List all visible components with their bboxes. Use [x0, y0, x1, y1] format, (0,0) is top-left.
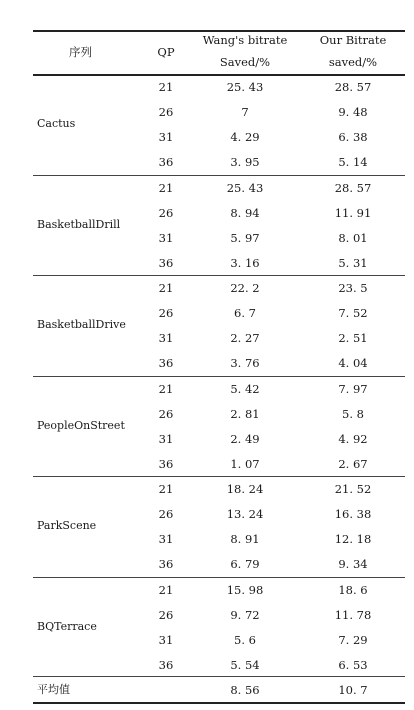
our-bitrate-cell: 23. 5: [338, 281, 368, 295]
qp-cell: 31: [158, 230, 174, 245]
our-bitrate-cell: 11. 78: [334, 607, 372, 622]
our-bitrate-cell: 8. 01: [338, 230, 368, 245]
wang-bitrate-cell: 9. 72: [230, 607, 260, 622]
header-ours-line2: saved/%: [328, 55, 378, 69]
wang-bitrate-cell: 2. 81: [230, 406, 260, 421]
qp-cell: 21: [158, 180, 174, 195]
qp-cell: 36: [158, 356, 174, 370]
our-bitrate-cell: 7. 52: [338, 306, 368, 320]
our-bitrate-cell: 5. 14: [338, 155, 368, 169]
our-bitrate-cell: 6. 38: [338, 130, 368, 144]
qp-cell: 31: [158, 632, 174, 647]
wang-bitrate-cell: 8. 91: [230, 532, 260, 546]
average-rule: [33, 676, 405, 677]
wang-bitrate-cell: 5. 54: [230, 657, 260, 672]
qp-cell: 36: [158, 657, 174, 672]
wang-bitrate-cell: 2. 49: [230, 431, 260, 446]
qp-cell: 36: [158, 255, 174, 270]
average-ours-value: 10. 7: [338, 683, 368, 697]
header-wang-line2: Saved/%: [219, 55, 271, 69]
our-bitrate-cell: 2. 51: [338, 331, 368, 345]
qp-cell: 31: [158, 331, 174, 345]
wang-bitrate-cell: 22. 2: [230, 281, 260, 295]
sequence-name: BasketballDrill: [37, 217, 121, 231]
wang-bitrate-cell: 3. 95: [230, 155, 260, 169]
sequence-name: PeopleOnStreet: [37, 418, 125, 432]
sequence-name: BasketballDrive: [37, 318, 126, 331]
qp-cell: 21: [158, 482, 174, 496]
wang-bitrate-cell: 5. 6: [234, 632, 256, 647]
our-bitrate-cell: 9. 48: [338, 105, 368, 119]
qp-cell: 21: [158, 281, 174, 295]
our-bitrate-cell: 5. 31: [338, 255, 368, 270]
wang-bitrate-cell: 3. 76: [230, 356, 260, 370]
our-bitrate-cell: 18. 6: [338, 582, 368, 597]
header-ours-line1: Our Bitrate: [319, 33, 387, 47]
average-wang-value: 8. 56: [230, 683, 260, 697]
our-bitrate-cell: 28. 57: [334, 80, 372, 94]
our-bitrate-cell: 2. 67: [338, 456, 368, 471]
qp-cell: 26: [158, 406, 174, 421]
qp-cell: 31: [158, 130, 174, 144]
qp-cell: 21: [158, 582, 174, 597]
wang-bitrate-cell: 25. 43: [226, 80, 264, 94]
qp-cell: 26: [158, 306, 174, 320]
wang-bitrate-cell: 5. 42: [230, 381, 260, 396]
qp-cell: 26: [158, 607, 174, 622]
our-bitrate-cell: 9. 34: [338, 557, 368, 571]
wang-bitrate-cell: 18. 24: [226, 482, 264, 496]
our-bitrate-cell: 11. 91: [334, 205, 372, 220]
bottom-rule: [33, 702, 405, 704]
our-bitrate-cell: 12. 18: [334, 532, 372, 546]
header-sequence: 序列: [69, 45, 92, 59]
qp-cell: 36: [158, 456, 174, 471]
our-bitrate-cell: 28. 57: [334, 180, 372, 195]
qp-cell: 21: [158, 381, 174, 396]
our-bitrate-cell: 16. 38: [334, 507, 372, 521]
our-bitrate-cell: 4. 92: [338, 431, 368, 446]
wang-bitrate-cell: 2. 27: [230, 331, 260, 345]
qp-cell: 31: [158, 532, 174, 546]
qp-cell: 26: [158, 205, 174, 220]
sequence-name: BQTerrace: [37, 619, 97, 633]
our-bitrate-cell: 6. 53: [338, 657, 368, 672]
qp-cell: 26: [158, 507, 174, 521]
qp-cell: 21: [158, 80, 174, 94]
sequence-name: ParkScene: [37, 519, 97, 532]
wang-bitrate-cell: 6. 79: [230, 557, 260, 571]
wang-bitrate-cell: 5. 97: [230, 230, 260, 245]
qp-cell: 36: [158, 155, 174, 169]
wang-bitrate-cell: 25. 43: [226, 180, 264, 195]
our-bitrate-cell: 7. 29: [338, 632, 368, 647]
wang-bitrate-cell: 8. 94: [230, 205, 260, 220]
sequence-name: Cactus: [37, 117, 76, 130]
wang-bitrate-cell: 7: [241, 105, 249, 119]
our-bitrate-cell: 7. 97: [338, 381, 368, 396]
qp-cell: 36: [158, 557, 174, 571]
header-qp: QP: [157, 45, 175, 59]
header-wang-line1: Wang's bitrate: [202, 33, 288, 47]
wang-bitrate-cell: 6. 7: [234, 306, 256, 320]
our-bitrate-cell: 21. 52: [334, 482, 372, 496]
our-bitrate-cell: 5. 8: [342, 406, 364, 421]
qp-cell: 26: [158, 105, 174, 119]
wang-bitrate-cell: 15. 98: [226, 582, 264, 597]
qp-cell: 31: [158, 431, 174, 446]
average-label: 平均值: [37, 683, 70, 696]
our-bitrate-cell: 4. 04: [338, 356, 368, 370]
wang-bitrate-cell: 1. 07: [230, 456, 260, 471]
wang-bitrate-cell: 4. 29: [230, 130, 260, 144]
wang-bitrate-cell: 13. 24: [226, 507, 264, 521]
wang-bitrate-cell: 3. 16: [230, 255, 260, 270]
